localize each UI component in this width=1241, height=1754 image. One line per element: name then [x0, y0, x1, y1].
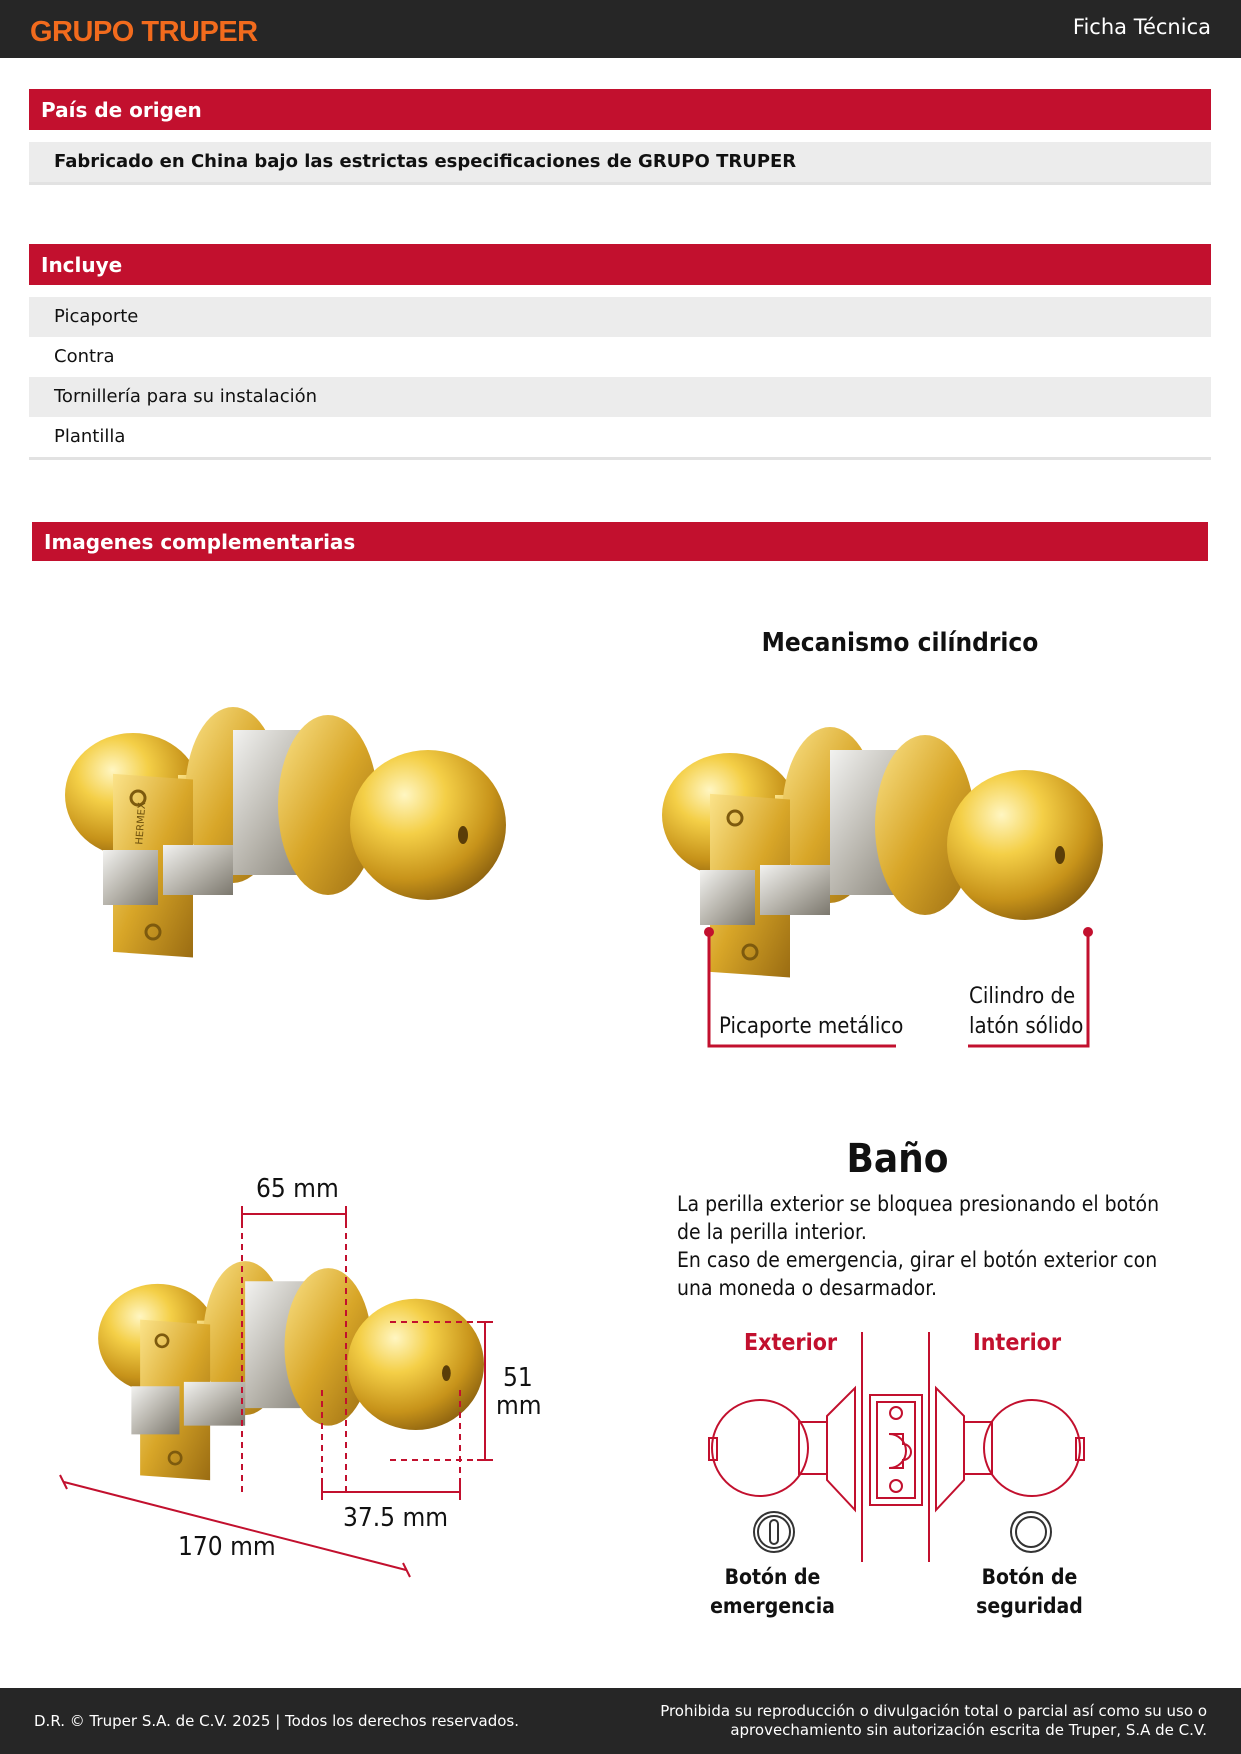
bath-description — [677, 1190, 1159, 1302]
knob-dimension: 37.5 mm — [343, 1503, 449, 1533]
bath-description-line: En caso de emergencia, girar el botón exterior con — [677, 1248, 1158, 1272]
exterior-label: Exterior — [744, 1330, 838, 1356]
security-label-line: Botón de — [981, 1565, 1078, 1589]
emergency-button-label — [700, 1563, 845, 1621]
divider — [29, 182, 1211, 185]
origin-text: Fabricado en China bajo las estrictas especificaciones de GRUPO TRUPER — [29, 142, 1211, 182]
brand-logo: GRUPO TRUPER — [30, 16, 258, 48]
list-item: Plantilla — [54, 426, 126, 447]
legal-notice — [647, 1702, 1207, 1740]
security-label-line: seguridad — [976, 1594, 1083, 1618]
includes-section-header: Incluye — [29, 244, 1211, 285]
mechanism-title: Mecanismo cilíndrico — [761, 628, 1039, 658]
total-dimension: 170 mm — [178, 1532, 276, 1562]
emergency-label-line: emergencia — [710, 1594, 835, 1618]
bath-lock-diagram — [705, 1330, 1090, 1565]
interior-label: Interior — [973, 1330, 1062, 1356]
bath-description-line: La perilla exterior se bloquea presionando el botón — [677, 1192, 1160, 1216]
security-button-label — [957, 1563, 1102, 1621]
list-item: Contra — [54, 346, 115, 367]
divider — [29, 457, 1211, 460]
footer — [0, 1688, 1241, 1754]
stamp-text: HERMEX — [134, 801, 149, 846]
bath-description-line: una moneda o desarmador. — [677, 1276, 938, 1300]
list-item: Tornillería para su instalación — [29, 377, 1211, 417]
copyright-text: D.R. © Truper S.A. de C.V. 2025 | Todos los derechos reservados. — [34, 1712, 519, 1730]
width-dimension: 65 mm — [256, 1174, 339, 1204]
latch-callout: Picaporte metálico — [719, 1014, 904, 1039]
height-dimension-value: 51 — [503, 1363, 533, 1393]
bath-title: Baño — [846, 1136, 949, 1182]
top-bar — [0, 0, 1241, 58]
cylinder-callout-line1: Cilindro de — [969, 984, 1076, 1009]
legal-notice-line: Prohibida su reproducción o divulgación total o parcial así como su uso o — [660, 1702, 1207, 1720]
lockset-photo — [58, 700, 538, 980]
bath-description-line: de la perilla interior. — [677, 1220, 867, 1244]
cylinder-callout-line2: latón sólido — [969, 1014, 1084, 1039]
legal-notice-line: aprovechamiento sin autorización escrita de Truper, S.A de C.V. — [730, 1721, 1207, 1739]
images-section-header: Imagenes complementarias — [32, 522, 1208, 561]
origin-section-header: País de origen — [29, 89, 1211, 130]
emergency-label-line: Botón de — [724, 1565, 821, 1589]
list-item: Picaporte — [29, 297, 1211, 337]
document-type: Ficha Técnica — [1072, 15, 1211, 39]
height-dimension-unit: mm — [496, 1391, 542, 1421]
